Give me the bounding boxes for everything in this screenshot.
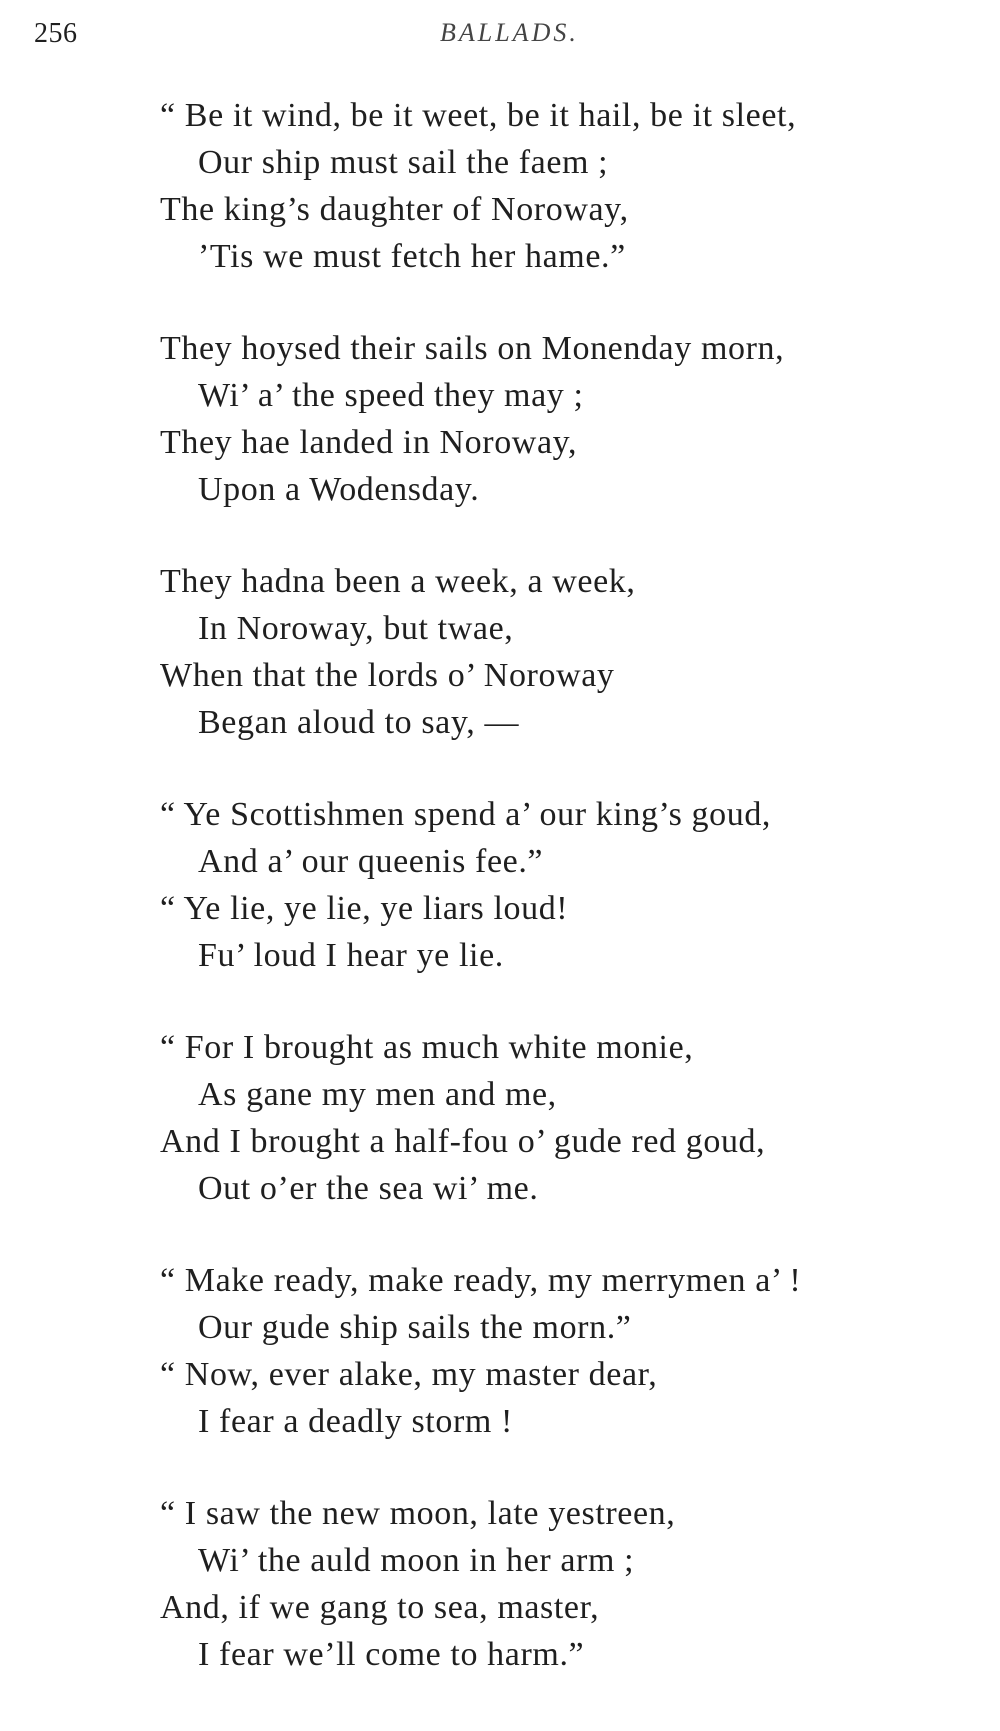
stanza-3 — [160, 558, 950, 746]
poem-line: “ Make ready, make ready, my merrymen a’ ! — [160, 1262, 802, 1299]
stanza-1 — [160, 92, 950, 280]
poem-line: They hadna been a week, a week, — [160, 563, 636, 600]
poem-line: “ I saw the new moon, late yestreen, — [160, 1495, 676, 1532]
stanza-6 — [160, 1257, 950, 1445]
poem-line: I fear a deadly storm ! — [198, 1403, 513, 1440]
poem-line: Out o’er the sea wi’ me. — [198, 1170, 539, 1207]
page-number: 256 — [34, 18, 78, 49]
poem-line: Wi’ the auld moon in her arm ; — [198, 1542, 635, 1579]
poem-line: As gane my men and me, — [198, 1076, 557, 1113]
stanza-7 — [160, 1490, 950, 1678]
stanza-5 — [160, 1024, 950, 1212]
poem-line: And, if we gang to sea, master, — [160, 1589, 600, 1626]
poem-line: The king’s daughter of Noroway, — [160, 191, 629, 228]
poem-line: “ Be it wind, be it weet, be it hail, be it sleet, — [160, 97, 797, 134]
poem-line: “ Ye Scottishmen spend a’ our king’s goud, — [160, 796, 772, 833]
poem-line: ’Tis we must fetch her hame.” — [198, 238, 626, 275]
poem-line: Began aloud to say, — — [198, 704, 520, 741]
poem-line: They hoysed their sails on Monenday morn, — [160, 330, 785, 367]
poem-line: And a’ our queenis fee.” — [198, 843, 544, 880]
poem-line: I fear we’ll come to harm.” — [198, 1636, 585, 1673]
poem-line: And I brought a half-fou o’ gude red goud, — [160, 1123, 766, 1160]
poem-line: They hae landed in Noroway, — [160, 424, 578, 461]
poem-line: Fu’ loud I hear ye lie. — [198, 937, 504, 974]
poem-line: “ Now, ever alake, my master dear, — [160, 1356, 658, 1393]
page-header — [0, 14, 1000, 54]
poem-line: Our gude ship sails the morn.” — [198, 1309, 632, 1346]
poem-line: When that the lords o’ Noroway — [160, 657, 615, 694]
poem-line: Upon a Wodensday. — [198, 471, 480, 508]
ballad-poem — [160, 92, 950, 1723]
poem-line: Wi’ a’ the speed they may ; — [198, 377, 584, 414]
poem-line: In Noroway, but twae, — [198, 610, 514, 647]
poem-line: Our ship must sail the faem ; — [198, 144, 609, 181]
stanza-2 — [160, 325, 950, 513]
poem-line: “ For I brought as much white monie, — [160, 1029, 694, 1066]
stanza-4 — [160, 791, 950, 979]
running-title: BALLADS. — [440, 18, 579, 47]
poem-line: “ Ye lie, ye lie, ye liars loud! — [160, 890, 569, 927]
